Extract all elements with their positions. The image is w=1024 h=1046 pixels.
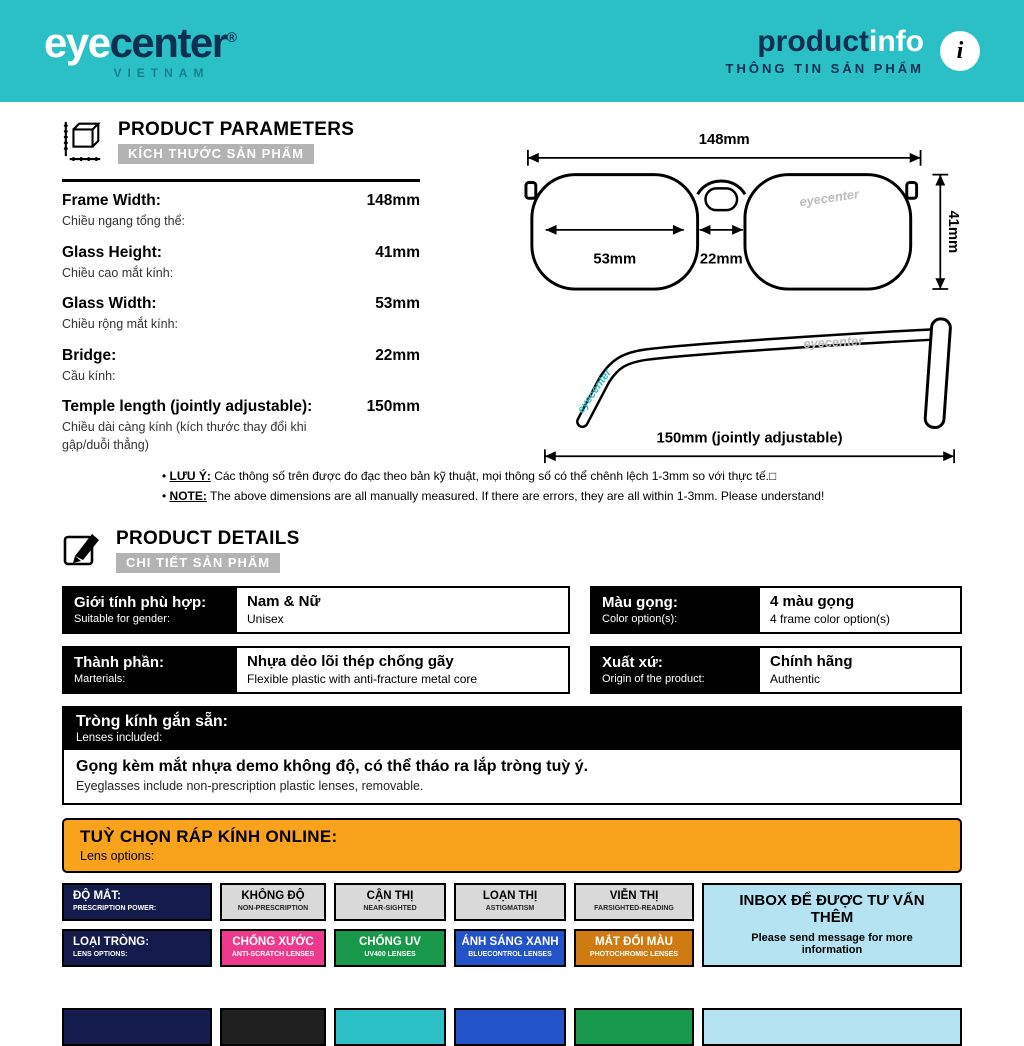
parameter-row	[62, 192, 420, 231]
partial-box	[454, 1008, 566, 1046]
option-title: CHỐNG XƯỚC	[232, 936, 314, 949]
parameter-row	[62, 347, 420, 386]
partial-box	[574, 1008, 694, 1046]
parameter-label: Frame Width:	[62, 192, 161, 209]
option-subtitle: ANTI-SCRATCH LENSES	[231, 950, 315, 958]
parameter-value: 53mm	[375, 295, 420, 312]
logo-text-center: center	[109, 19, 227, 66]
notes-block	[162, 467, 962, 507]
page-subtitle: THÔNG TIN SẢN PHẨM	[725, 60, 924, 76]
detail-value	[237, 588, 568, 632]
option-subtitle: NON-PRESCRIPTION	[237, 904, 309, 912]
parameter-label: Glass Height:	[62, 243, 162, 261]
parameter-label: Glass Width:	[62, 295, 157, 312]
parameter-sublabel: Chiều rộng mắt kính:	[62, 317, 179, 331]
logo-text-eye: eye	[44, 19, 110, 66]
option-title: KHÔNG ĐỘ	[241, 890, 305, 903]
inbox-subtitle: Please send message for more information	[751, 931, 913, 957]
option-subtitle: LENS OPTIONS:	[73, 950, 128, 958]
parameters-title: PRODUCT PARAMETERS	[118, 119, 355, 140]
detail-value	[760, 648, 960, 692]
parameter-row	[62, 398, 420, 454]
detail-cell-origin	[590, 646, 962, 694]
divider	[62, 179, 420, 182]
lenses-label-en: Lenses included:	[76, 731, 163, 744]
parameter-label: Temple length (jointly adjustable):	[62, 398, 313, 415]
detail-cell-gender	[62, 586, 570, 634]
parameter-value: 41mm	[375, 243, 420, 261]
option-non-prescription	[220, 883, 326, 921]
logo-subtitle: VIETNAM	[113, 66, 210, 80]
option-subtitle: PRESCRIPTION POWER:	[73, 904, 157, 912]
parameter-sublabel: Chiều dài càng kính (kích thước thay đổi khi gập/duỗi thẳng)	[62, 420, 307, 452]
details-table	[62, 586, 962, 694]
option-subtitle: ASTIGMATISM	[485, 904, 535, 912]
option-title: CHỐNG UV	[359, 936, 421, 949]
partial-next-row	[62, 1008, 962, 1046]
partial-box	[62, 1008, 212, 1046]
banner-subtitle: Lens options:	[80, 848, 155, 863]
option-astigmatism	[454, 883, 566, 921]
note-line: • LƯU Ý: Các thông số trên được đo đạc theo bản kỹ thuật, mọi thông số có thể chênh lệch 1-3mm so với thực tế.□	[162, 469, 777, 483]
option-near-sighted	[334, 883, 446, 921]
option-title: ÁNH SÁNG XANH	[461, 936, 559, 949]
bridge-dim-label: 22mm	[699, 251, 743, 268]
parameter-list	[62, 192, 420, 454]
option-title: CẬN THỊ	[366, 890, 414, 903]
edit-icon	[62, 527, 102, 574]
lenses-included-body	[64, 750, 960, 803]
lens-options-banner	[62, 818, 962, 873]
detail-label-en: Marterials:	[74, 672, 126, 685]
brand-watermark: eyecenter	[802, 332, 864, 352]
option-subtitle: UV400 LENSES	[364, 950, 416, 958]
detail-value	[237, 648, 568, 692]
option-title: VIỄN THỊ	[609, 890, 659, 903]
option-row-header-prescription	[62, 883, 212, 921]
note-prefix: NOTE:	[169, 488, 207, 503]
temple-length-dim-label: 150mm (jointly adjustable)	[656, 430, 843, 447]
info-icon-glyph: i	[956, 37, 964, 64]
lens-options-grid	[62, 883, 962, 967]
parameter-label: Bridge:	[62, 346, 117, 364]
note-text: Các thông số trên được đo đạc theo bản kỹ thuật, mọi thông số có thể chênh lệch 1-3mm so với thực tế.□	[214, 469, 777, 483]
lenses-included-header	[64, 708, 960, 750]
temple-brand-logo: eyecenter	[575, 367, 615, 416]
option-farsighted	[574, 883, 694, 921]
detail-value-vi: Chính hãng	[770, 653, 853, 671]
partial-box	[220, 1008, 326, 1046]
detail-label-en: Origin of the product:	[602, 672, 705, 685]
note-prefix: LƯU Ý:	[169, 469, 211, 483]
detail-label	[592, 648, 760, 692]
option-subtitle: BLUECONTROL LENSES	[468, 950, 552, 958]
dimensions-icon	[62, 116, 104, 167]
detail-value-en: Unisex	[247, 611, 284, 626]
header-bar	[0, 0, 1024, 102]
header-right	[725, 24, 980, 76]
option-subtitle: PHOTOCHROMIC LENSES	[589, 950, 679, 958]
details-title-block	[116, 528, 300, 573]
partial-box	[334, 1008, 446, 1046]
title-text-info: info	[869, 24, 924, 58]
option-title: LOẠN THỊ	[482, 890, 538, 903]
details-title: PRODUCT DETAILS	[116, 527, 300, 549]
page-title-block	[725, 24, 924, 76]
detail-value-en: Authentic	[770, 671, 821, 686]
diagram-area	[522, 130, 962, 468]
detail-label-en: Suitable for gender:	[74, 612, 171, 625]
brand-logo	[44, 19, 236, 80]
parameter-value: 150mm	[366, 398, 420, 415]
inbox-title: INBOX ĐỂ ĐƯỢC TƯ VẤN THÊM	[739, 892, 925, 927]
parameter-sublabel: Chiều cao mắt kính:	[62, 265, 174, 280]
option-bluecontrol	[454, 929, 566, 967]
parameters-subtitle: KÍCH THƯỚC SẢN PHẨM	[118, 144, 314, 164]
info-icon	[940, 31, 980, 71]
detail-label	[64, 648, 237, 692]
detail-value	[760, 588, 960, 632]
option-title: ĐỘ MẮT:	[73, 890, 121, 903]
detail-label	[592, 588, 760, 632]
option-photochromic	[574, 929, 694, 967]
detail-value-en: 4 frame color option(s)	[770, 611, 891, 626]
banner-title: TUỲ CHỌN RÁP KÍNH ONLINE:	[80, 826, 338, 846]
parameter-sublabel: Chiều ngang tổng thể:	[62, 214, 186, 228]
page-title	[726, 24, 924, 58]
parameter-value: 148mm	[366, 192, 420, 209]
note-line: • NOTE: The above dimensions are all manually measured. If there are errors, they are all within 1-3mm. Please understand!	[162, 488, 825, 503]
lenses-value-vi: Gọng kèm mắt nhựa demo không độ, có thể tháo ra lắp tròng tuỳ ý.	[76, 757, 589, 775]
parameter-sublabel: Cầu kính:	[62, 368, 116, 383]
detail-label-vi: Màu gọng:	[602, 594, 678, 612]
detail-label-vi: Giới tính phù hợp:	[74, 594, 207, 612]
option-title: MẮT ĐỔI MÀU	[595, 936, 673, 949]
lenses-label-vi: Tròng kính gắn sẵn:	[76, 712, 229, 730]
parameter-row	[62, 244, 420, 283]
detail-value-vi: 4 màu gọng	[770, 593, 855, 611]
detail-cell-color	[590, 586, 962, 634]
detail-value-vi: Nhựa dẻo lõi thép chống gãy	[247, 653, 454, 671]
title-text-product: product	[757, 24, 870, 58]
option-subtitle: NEAR-SIGHTED	[363, 904, 417, 912]
detail-label	[64, 588, 237, 632]
parameter-value: 22mm	[375, 346, 420, 364]
detail-label-vi: Thành phần:	[74, 654, 164, 672]
option-title: LOẠI TRÒNG:	[73, 936, 150, 949]
parameter-row	[62, 295, 420, 334]
lenses-included-box	[62, 706, 962, 805]
detail-label-en: Color option(s):	[602, 612, 678, 625]
details-subtitle: CHI TIẾT SẢN PHẨM	[116, 553, 280, 573]
main-content	[0, 116, 1024, 967]
option-subtitle: FARSIGHTED-READING	[594, 904, 674, 912]
glasses-front-diagram	[522, 130, 962, 308]
parameters-title-block	[118, 119, 354, 164]
option-uv400	[334, 929, 446, 967]
option-anti-scratch	[220, 929, 326, 967]
glasses-side-diagram	[537, 310, 962, 468]
option-row-header-lens-type	[62, 929, 212, 967]
partial-box	[702, 1008, 962, 1046]
frame-width-dim-label: 148mm	[698, 132, 750, 149]
glass-height-dim-label: 41mm	[945, 210, 962, 254]
detail-label-vi: Xuất xứ:	[602, 654, 663, 672]
note-text: The above dimensions are all manually measured. If there are errors, they are all within 1-3mm. Please understand!	[210, 488, 825, 503]
detail-cell-materials	[62, 646, 570, 694]
inbox-cta-box	[702, 883, 962, 967]
logo-wordmark	[44, 19, 236, 66]
detail-value-en: Flexible plastic with anti-fracture metal core	[247, 671, 478, 686]
registered-mark: ®	[226, 29, 236, 45]
details-section-header	[62, 527, 962, 574]
brand-watermark: eyecenter	[798, 186, 860, 210]
glass-width-dim-label: 53mm	[593, 251, 637, 268]
lenses-value-en: Eyeglasses include non-prescription plastic lenses, removable.	[76, 778, 424, 793]
detail-value-vi: Nam & Nữ	[247, 593, 321, 611]
